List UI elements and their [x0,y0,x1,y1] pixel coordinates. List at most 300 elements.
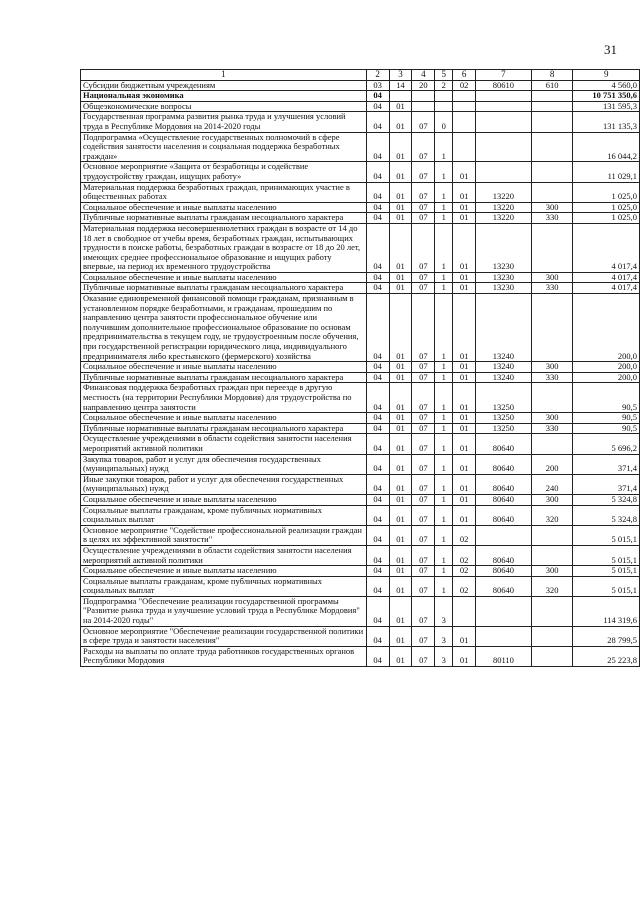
cell-program [412,101,435,112]
cell-activity: 01 [453,223,476,272]
cell-subprogram: 3 [435,626,453,646]
table-row [81,283,640,294]
cell-program: 07 [412,494,435,505]
cell-direction: 80640 [476,434,532,454]
cell-activity: 01 [453,383,476,413]
cell-section: 04 [366,213,389,224]
table-row [81,525,640,545]
cell-subsection: 01 [389,566,412,577]
cell-expense-type [531,132,573,162]
cell-section: 04 [366,505,389,525]
cell-activity: 01 [453,294,476,362]
cell-direction: 13230 [476,272,532,283]
cell-program: 20 [412,80,435,91]
cell-section: 04 [366,413,389,424]
cell-name: Социальное обеспечение и иные выплаты населению [81,494,367,505]
cell-section: 04 [366,434,389,454]
cell-name: Публичные нормативные выплаты гражданам несоциального характера [81,213,367,224]
cell-section: 04 [366,383,389,413]
cell-program: 07 [412,423,435,434]
cell-activity: 01 [453,362,476,373]
cell-amount: 371,4 [573,474,640,494]
cell-direction: 13220 [476,202,532,213]
table-row [81,413,640,424]
cell-direction [476,132,532,162]
cell-expense-type [531,596,573,626]
cell-section: 04 [366,545,389,565]
table-row [81,202,640,213]
cell-expense-type: 330 [531,423,573,434]
cell-name: Социальное обеспечение и иные выплаты населению [81,566,367,577]
cell-subprogram: 1 [435,423,453,434]
cell-subprogram: 1 [435,454,453,474]
cell-amount: 28 799,5 [573,626,640,646]
cell-activity: 01 [453,505,476,525]
cell-expense-type [531,101,573,112]
cell-subprogram: 0 [435,112,453,132]
cell-section: 04 [366,294,389,362]
cell-subprogram: 2 [435,80,453,91]
cell-expense-type: 200 [531,454,573,474]
cell-activity: 01 [453,646,476,666]
table-row [81,423,640,434]
cell-section: 03 [366,80,389,91]
cell-direction: 13240 [476,294,532,362]
table-row [81,80,640,91]
cell-direction: 13240 [476,372,532,383]
cell-subsection: 01 [389,545,412,565]
cell-subprogram: 1 [435,272,453,283]
cell-section: 04 [366,494,389,505]
cell-amount: 131 595,3 [573,101,640,112]
cell-section: 04 [366,162,389,182]
cell-section: 04 [366,101,389,112]
cell-program: 07 [412,474,435,494]
cell-program: 07 [412,112,435,132]
cell-subprogram: 1 [435,132,453,162]
cell-name: Основное мероприятие "Содействие профессиональной реализации граждан в целях их эффективной занятости" [81,525,367,545]
cell-expense-type: 610 [531,80,573,91]
cell-amount: 4 017,4 [573,223,640,272]
cell-section: 04 [366,372,389,383]
cell-subsection: 01 [389,294,412,362]
cell-section: 04 [366,132,389,162]
cell-subsection: 01 [389,383,412,413]
cell-subprogram: 1 [435,413,453,424]
cell-subsection: 01 [389,213,412,224]
cell-name: Финансовая поддержка безработных граждан при переезде в другую местность (на территории Республики Мордовия) для трудоустройства по направлению центра занятости [81,383,367,413]
table-row [81,372,640,383]
cell-subsection: 01 [389,372,412,383]
cell-direction: 13250 [476,383,532,413]
cell-amount: 90,5 [573,383,640,413]
cell-activity: 02 [453,576,476,596]
table-row [81,545,640,565]
cell-name: Социальное обеспечение и иные выплаты населению [81,202,367,213]
cell-section: 04 [366,223,389,272]
cell-activity [453,112,476,132]
cell-direction: 80640 [476,454,532,474]
cell-program: 07 [412,434,435,454]
cell-direction [476,112,532,132]
cell-name: Основное мероприятие «Защита от безработицы и содействие трудоустройству граждан, ищущих работу» [81,162,367,182]
header-cell-direction: 7 [476,70,532,81]
table-row [81,626,640,646]
cell-subprogram: 1 [435,434,453,454]
header-cell-subsection: 3 [389,70,412,81]
cell-subprogram: 1 [435,383,453,413]
cell-program: 07 [412,362,435,373]
cell-subprogram: 1 [435,372,453,383]
cell-direction: 13250 [476,423,532,434]
cell-subsection: 01 [389,646,412,666]
cell-section: 04 [366,91,389,102]
cell-direction [476,91,532,102]
cell-subsection: 01 [389,132,412,162]
cell-expense-type [531,525,573,545]
cell-program: 07 [412,283,435,294]
cell-name: Расходы на выплаты по оплате труда работников государственных органов Республики Мордовия [81,646,367,666]
cell-name: Социальное обеспечение и иные выплаты населению [81,272,367,283]
cell-expense-type: 330 [531,213,573,224]
cell-subprogram: 3 [435,596,453,626]
table-row [81,91,640,102]
cell-activity: 02 [453,80,476,91]
cell-expense-type: 320 [531,505,573,525]
cell-activity: 01 [453,454,476,474]
cell-activity: 01 [453,182,476,202]
cell-program: 07 [412,545,435,565]
cell-activity: 01 [453,434,476,454]
table-row [81,474,640,494]
cell-subprogram: 1 [435,294,453,362]
cell-direction [476,162,532,182]
cell-section: 04 [366,474,389,494]
cell-expense-type [531,434,573,454]
cell-subprogram: 1 [435,223,453,272]
cell-amount: 4 017,4 [573,283,640,294]
cell-subsection: 01 [389,101,412,112]
cell-subprogram: 1 [435,576,453,596]
table-row [81,112,640,132]
cell-program: 07 [412,294,435,362]
cell-subsection: 01 [389,454,412,474]
cell-direction: 80640 [476,474,532,494]
table-header-row [81,70,640,81]
cell-amount: 5 324,8 [573,494,640,505]
cell-program: 07 [412,576,435,596]
cell-amount: 1 025,0 [573,202,640,213]
cell-expense-type [531,646,573,666]
cell-activity: 01 [453,213,476,224]
cell-section: 04 [366,272,389,283]
header-cell-amount: 9 [573,70,640,81]
cell-direction: 80640 [476,505,532,525]
cell-name: Общеэкономические вопросы [81,101,367,112]
cell-expense-type [531,545,573,565]
cell-subprogram: 1 [435,182,453,202]
cell-program: 07 [412,525,435,545]
cell-direction: 80610 [476,80,532,91]
cell-amount: 5 015,1 [573,566,640,577]
cell-subsection: 01 [389,223,412,272]
cell-name: Осуществление учреждениями в области содействия занятости населения мероприятий активной политики [81,434,367,454]
cell-amount: 5 015,1 [573,525,640,545]
cell-subsection: 01 [389,362,412,373]
table-row [81,454,640,474]
cell-name: Подпрограмма «Осуществление государственных полномочий в сфере содействия занятости населения и социальная поддержка безработных граждан» [81,132,367,162]
cell-activity: 01 [453,626,476,646]
cell-section: 04 [366,112,389,132]
cell-name: Основное мероприятие "Обеспечение реализации государственной политики в сфере труда и занятости населения" [81,626,367,646]
cell-subsection: 01 [389,505,412,525]
cell-activity [453,91,476,102]
cell-subsection: 01 [389,413,412,424]
cell-name: Оказание единовременной финансовой помощи гражданам, признанным в установленном порядке безработными, и гражданам, прошедшим по направлению центра занятости профессиональное обучение или получившим дополнительное профессиональное образование по основам предпринимательства в текущем году, не трудоустроенным после обучения, при государственной регистрации юридического лица, индивидуального предпринимателя либо крестьянского (фермерского) хозяйства [81,294,367,362]
cell-subsection: 01 [389,525,412,545]
header-cell-expense-type: 8 [531,70,573,81]
cell-activity: 01 [453,474,476,494]
cell-program: 07 [412,566,435,577]
cell-direction [476,626,532,646]
table-row [81,383,640,413]
cell-amount: 11 029,1 [573,162,640,182]
cell-expense-type: 300 [531,362,573,373]
cell-direction: 80640 [476,566,532,577]
cell-section: 04 [366,454,389,474]
cell-name: Публичные нормативные выплаты гражданам несоциального характера [81,423,367,434]
cell-subsection: 01 [389,182,412,202]
cell-program [412,91,435,102]
cell-amount: 5 324,8 [573,505,640,525]
cell-subprogram [435,101,453,112]
table-row [81,576,640,596]
cell-activity: 02 [453,566,476,577]
cell-name: Публичные нормативные выплаты гражданам несоциального характера [81,283,367,294]
table-row [81,223,640,272]
cell-direction: 80640 [476,494,532,505]
cell-subprogram: 1 [435,362,453,373]
cell-name: Социальные выплаты гражданам, кроме публичных нормативных социальных выплат [81,505,367,525]
cell-subprogram: 1 [435,566,453,577]
cell-name: Подпрограмма "Обеспечение реализации государственной программы "Развитие рынка труда и улучшение условий труда в Республике Мордовия" на 2014-2020 годы" [81,596,367,626]
table-row [81,132,640,162]
cell-activity: 02 [453,525,476,545]
cell-program: 07 [412,454,435,474]
cell-subprogram [435,91,453,102]
cell-direction [476,596,532,626]
cell-program: 07 [412,413,435,424]
cell-subsection: 01 [389,272,412,283]
cell-subprogram: 1 [435,525,453,545]
cell-section: 04 [366,626,389,646]
cell-expense-type [531,626,573,646]
cell-activity: 01 [453,283,476,294]
cell-subsection: 01 [389,202,412,213]
cell-program: 07 [412,372,435,383]
cell-activity: 01 [453,494,476,505]
cell-name: Социальные выплаты гражданам, кроме публичных нормативных социальных выплат [81,576,367,596]
cell-section: 04 [366,576,389,596]
cell-name: Субсидии бюджетным учреждениям [81,80,367,91]
cell-direction: 13220 [476,213,532,224]
cell-amount: 90,5 [573,413,640,424]
cell-subsection: 01 [389,494,412,505]
cell-section: 04 [366,202,389,213]
cell-name: Осуществление учреждениями в области содействия занятости населения мероприятий активной политики [81,545,367,565]
cell-program: 07 [412,646,435,666]
cell-amount: 131 135,3 [573,112,640,132]
cell-direction: 13230 [476,283,532,294]
cell-subsection: 01 [389,474,412,494]
cell-subprogram: 1 [435,283,453,294]
cell-expense-type [531,294,573,362]
cell-subprogram: 1 [435,213,453,224]
cell-amount: 10 751 350,6 [573,91,640,102]
table-row [81,101,640,112]
table-row [81,505,640,525]
cell-expense-type [531,91,573,102]
cell-name: Социальное обеспечение и иные выплаты населению [81,413,367,424]
cell-activity: 01 [453,423,476,434]
cell-expense-type: 300 [531,272,573,283]
cell-expense-type: 300 [531,494,573,505]
cell-subsection: 01 [389,626,412,646]
cell-program: 07 [412,272,435,283]
cell-activity [453,132,476,162]
header-cell-program: 4 [412,70,435,81]
cell-section: 04 [366,362,389,373]
header-cell-activity: 6 [453,70,476,81]
cell-amount: 114 319,6 [573,596,640,626]
cell-section: 04 [366,423,389,434]
cell-program: 07 [412,213,435,224]
cell-subprogram: 1 [435,494,453,505]
cell-section: 04 [366,182,389,202]
cell-direction: 80110 [476,646,532,666]
cell-program: 07 [412,202,435,213]
cell-amount: 4 017,4 [573,272,640,283]
budget-table [80,69,640,667]
cell-program: 07 [412,626,435,646]
cell-amount: 16 044,2 [573,132,640,162]
cell-subsection: 01 [389,112,412,132]
cell-expense-type [531,112,573,132]
cell-amount: 25 223,8 [573,646,640,666]
cell-section: 04 [366,596,389,626]
cell-expense-type: 300 [531,566,573,577]
cell-subprogram: 1 [435,202,453,213]
cell-name: Публичные нормативные выплаты гражданам несоциального характера [81,372,367,383]
table-row [81,272,640,283]
cell-subprogram: 1 [435,505,453,525]
cell-direction [476,101,532,112]
cell-program: 07 [412,505,435,525]
table-row [81,294,640,362]
header-cell-name: 1 [81,70,367,81]
cell-amount: 200,0 [573,294,640,362]
cell-expense-type: 300 [531,202,573,213]
cell-activity: 01 [453,202,476,213]
cell-subprogram: 3 [435,646,453,666]
cell-expense-type: 240 [531,474,573,494]
cell-expense-type: 330 [531,372,573,383]
cell-subsection: 01 [389,423,412,434]
cell-amount: 5 015,1 [573,576,640,596]
cell-subsection: 01 [389,596,412,626]
cell-amount: 200,0 [573,372,640,383]
cell-amount: 5 015,1 [573,545,640,565]
cell-activity: 01 [453,272,476,283]
cell-direction: 13220 [476,182,532,202]
cell-expense-type [531,182,573,202]
cell-subprogram: 1 [435,162,453,182]
cell-amount: 371,4 [573,454,640,474]
cell-direction: 13250 [476,413,532,424]
cell-program: 07 [412,383,435,413]
cell-direction: 13230 [476,223,532,272]
cell-activity: 01 [453,162,476,182]
cell-program: 07 [412,162,435,182]
cell-subsection: 01 [389,576,412,596]
cell-name: Закупка товаров, работ и услуг для обеспечения государственных (муниципальных) нужд [81,454,367,474]
cell-subsection: 14 [389,80,412,91]
cell-subsection [389,91,412,102]
cell-amount: 200,0 [573,362,640,373]
cell-direction: 13240 [476,362,532,373]
cell-activity: 01 [453,413,476,424]
cell-subsection: 01 [389,283,412,294]
table-row [81,182,640,202]
cell-section: 04 [366,566,389,577]
table-row [81,362,640,373]
cell-name: Иные закупки товаров, работ и услуг для обеспечения государственных (муниципальных) нужд [81,474,367,494]
cell-expense-type: 300 [531,413,573,424]
table-row [81,646,640,666]
cell-direction: 80640 [476,576,532,596]
table-row [81,434,640,454]
cell-expense-type: 320 [531,576,573,596]
cell-subprogram: 1 [435,545,453,565]
cell-name: Государственная программа развития рынка труда и улучшения условий труда в Республике Мордовия на 2014-2020 годы [81,112,367,132]
cell-subsection: 01 [389,434,412,454]
cell-amount: 5 696,2 [573,434,640,454]
cell-program: 07 [412,596,435,626]
cell-subsection: 01 [389,162,412,182]
table-row [81,162,640,182]
table-row [81,494,640,505]
header-cell-section: 2 [366,70,389,81]
cell-subprogram: 1 [435,474,453,494]
cell-name: Материальная поддержка несовершеннолетних граждан в возрасте от 14 до 18 лет в свободное от учебы время, безработных граждан, испытывающих трудности в поиске работы, безработных граждан в возрасте от 18 до 20 лет, имеющих среднее профессиональное образование и ищущих работу впервые, на период их временного трудоустройства [81,223,367,272]
cell-activity: 01 [453,372,476,383]
table-row [81,566,640,577]
cell-section: 04 [366,525,389,545]
cell-section: 04 [366,283,389,294]
cell-name: Социальное обеспечение и иные выплаты населению [81,362,367,373]
table-row [81,596,640,626]
cell-direction: 80640 [476,545,532,565]
cell-activity [453,101,476,112]
cell-amount: 1 025,0 [573,182,640,202]
cell-program: 07 [412,223,435,272]
cell-activity [453,596,476,626]
cell-section: 04 [366,646,389,666]
cell-program: 07 [412,182,435,202]
cell-expense-type [531,223,573,272]
cell-direction [476,525,532,545]
cell-name: Национальная экономика [81,91,367,102]
